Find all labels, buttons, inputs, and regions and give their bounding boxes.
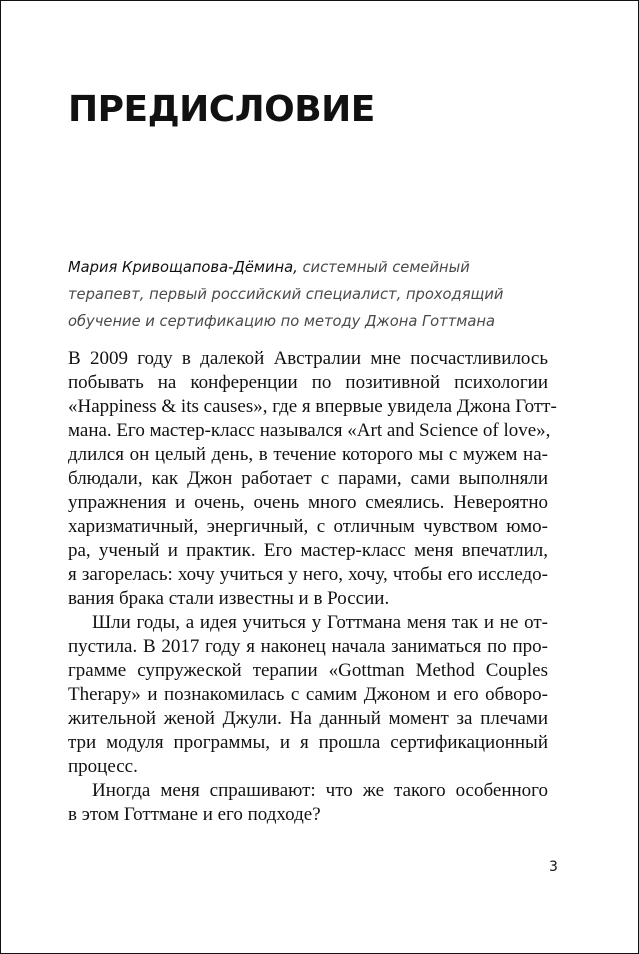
body-line: упражнения и очень, очень много смеялись. Невероятно xyxy=(68,492,548,513)
body-line: Шли годы, а идея учиться у Готтмана меня так и не от- xyxy=(92,612,548,633)
author-description-3: обучение и сертификацию по методу Джона Готтмана xyxy=(68,313,495,330)
body-line: процесс. xyxy=(68,756,138,777)
body-line: я загорелась: хочу учиться у него, хочу, чтобы его исследо- xyxy=(68,564,548,585)
body-line: в этом Готтмане и его подходе? xyxy=(68,804,321,825)
body-line: «Happiness & its causes», где я впервые увидела Джона Готт- xyxy=(68,396,557,417)
body-line: В 2009 году в далекой Австралии мне посчастливилось xyxy=(68,348,548,369)
body-line: жительной женой Джули. На данный момент за плечами xyxy=(68,708,548,729)
author-description-2: терапевт, первый российский специалист, проходящий xyxy=(68,286,504,303)
body-line: вания брака стали известны и в России. xyxy=(68,588,390,609)
author-block xyxy=(68,254,538,335)
chapter-title: ПРЕДИСЛОВИЕ xyxy=(68,89,375,130)
body-line: грамме супружеской терапии «Gottman Method Couples xyxy=(68,660,548,681)
body-line: три модуля программы, и я прошла сертификационный xyxy=(68,732,548,753)
page-number: 3 xyxy=(549,859,558,875)
author-description-1: системный семейный xyxy=(297,259,470,276)
body-line: длился он целый день, в течение которого мы с мужем на- xyxy=(68,444,548,465)
body-line: Therapy» и познакомилась с самим Джоном и его обворо- xyxy=(68,684,548,705)
body-line: ра, ученый и практик. Его мастер-класс меня впечатлил, xyxy=(68,540,548,561)
body-line: пустила. В 2017 году я наконец начала заниматься по про- xyxy=(68,636,548,657)
body-line: харизматичный, энергичный, с отличным чувством юмо- xyxy=(68,516,548,537)
author-line-1 xyxy=(68,254,538,281)
author-name: Мария Кривощапова-Дёмина, xyxy=(68,259,298,276)
body-line: Иногда меня спрашивают: что же такого особенного xyxy=(92,780,548,801)
body-line: мана. Его мастер-класс назывался «Art and Science of love», xyxy=(68,420,551,441)
body-text xyxy=(68,347,557,827)
body-line: блюдали, как Джон работает с парами, сами выполняли xyxy=(68,468,548,489)
body-line: побывать на конференции по позитивной психологии xyxy=(68,372,548,393)
